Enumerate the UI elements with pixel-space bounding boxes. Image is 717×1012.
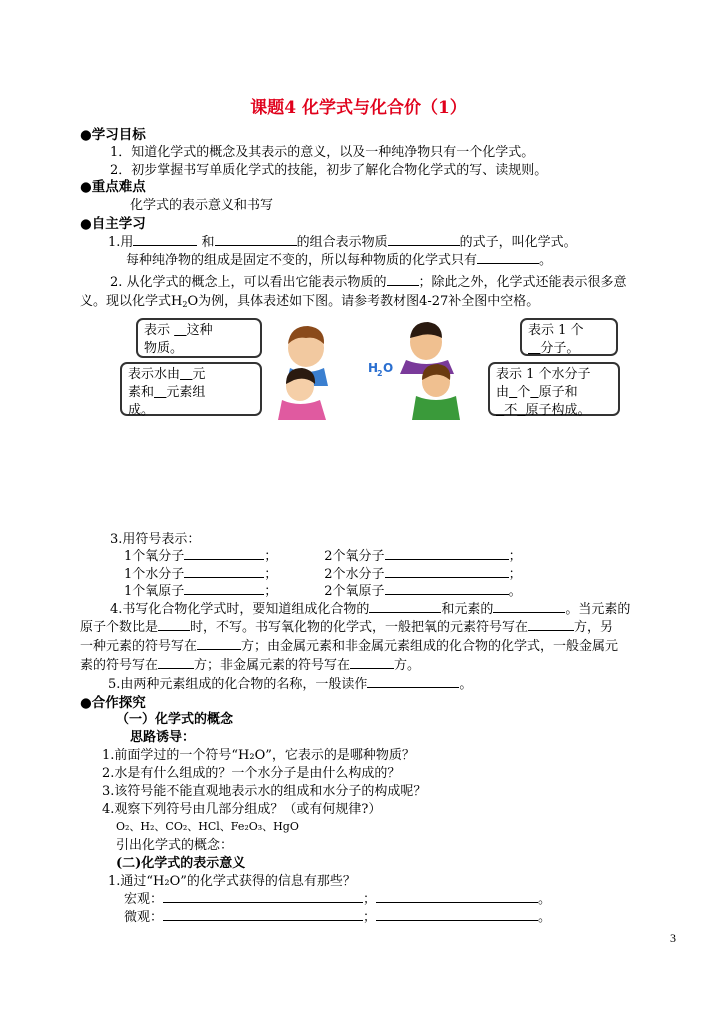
micro-line: 微观： ； 。 xyxy=(124,910,552,925)
page-title: 课题4 化学式与化合价（1） xyxy=(250,98,467,118)
q3-intro: 3.用符号表示： xyxy=(110,532,201,547)
svg-text:O: O xyxy=(383,361,394,375)
blank[interactable] xyxy=(388,233,460,246)
bubble-elements: 表示水由 元 素和 元素组 成。 xyxy=(120,362,262,416)
blank[interactable] xyxy=(376,890,538,903)
coop-part2: (二)化学式的表示意义 xyxy=(116,856,246,871)
goal-1: 1．知道化学式的概念及其表示的意义，以及一种纯净物只有一个化学式。 xyxy=(110,145,535,160)
blank[interactable] xyxy=(158,618,190,631)
coop-item-1: 1.前面学过的一个符号“H₂O”，它表示的是哪种物质？ xyxy=(102,748,415,763)
blank[interactable] xyxy=(184,582,264,595)
svg-text:H: H xyxy=(368,361,379,375)
goal-2: 2．初步掌握书写单质化学式的技能，初步了解化合物化学式的写、读规则。 xyxy=(110,163,548,178)
section-coop: ●合作探究 xyxy=(80,695,146,711)
q2-line2: 义。现以化学式$H_2O$为例，具体表述如下图。请参考教材图4-27补全图中空格。 xyxy=(80,294,540,309)
blank[interactable] xyxy=(163,908,363,921)
q1-line2: 每种纯净物的组成是固定不变的，所以每种物质的化学式只有 。 xyxy=(126,253,553,268)
blank[interactable] xyxy=(477,251,539,264)
section-difficulty: ●重点难点 xyxy=(80,179,146,195)
bubble-substance: 表示 这种 物质。 xyxy=(136,318,262,358)
coop-item-3: 3.该符号能不能直观地表示水的组成和水分子的构成呢？ xyxy=(102,784,427,799)
blank[interactable] xyxy=(385,547,509,560)
q5: 5.由两种元素组成的化合物的名称，一般读作 。 xyxy=(108,677,473,692)
blank[interactable] xyxy=(163,890,363,903)
blank[interactable] xyxy=(215,233,297,246)
q2-line1: 2. 从化学式的概念上，可以看出它能表示物质的 ；除此之外，化学式还能表示很多意 xyxy=(110,275,627,290)
blank[interactable] xyxy=(385,582,509,595)
coop-item-2: 2.水是有什么组成的？一个水分子是由什么构成的？ xyxy=(102,766,401,781)
blank[interactable] xyxy=(367,675,459,688)
blank[interactable] xyxy=(376,908,538,921)
page-number: 3 xyxy=(670,931,676,945)
blank[interactable] xyxy=(184,565,264,578)
blank[interactable] xyxy=(158,656,194,669)
blank[interactable] xyxy=(493,600,565,613)
bubble-molecule: 表示 1 个 分子。 xyxy=(520,318,618,356)
coop-item-4: 4.观察下列符号由几部分组成？（或有何规律?） xyxy=(102,802,382,817)
blank[interactable] xyxy=(350,656,394,669)
coop-q1: 1.通过“H₂O”的化学式获得的信息有那些？ xyxy=(108,874,356,889)
q4-line3: 一种元素的符号写在 方；由金属元素和非金属元素组成的化合物的化学式，一般金属元 xyxy=(80,639,619,654)
q3-row-2: 1个水分子 ； 2个水分子 ； xyxy=(124,567,522,582)
q4-line1: 4.书写化合物化学式时，要知道组成化合物的 和元素的 。当元素的 xyxy=(110,602,631,617)
blank[interactable] xyxy=(184,547,264,560)
coop-formulas: O₂、H₂、CO₂、HCl、Fe₂O₃、HgO xyxy=(116,820,299,833)
q4-line2: 原子个数比是 时，不写。书写氧化物的化学式，一般把氧的元素符号写在 方，另 xyxy=(80,620,614,635)
blank[interactable] xyxy=(133,233,197,246)
q3-row-3: 1个氧原子 ； 2个氧原子 。 xyxy=(124,584,522,599)
blank[interactable] xyxy=(385,565,509,578)
q4-line4: 素的符号写在 方；非金属元素的符号写在 方。 xyxy=(80,658,421,673)
coop-guide: 思路诱导： xyxy=(130,730,196,745)
coop-lead: 引出化学式的概念： xyxy=(116,838,234,853)
h2o-figure xyxy=(120,314,640,420)
blank[interactable] xyxy=(197,637,241,650)
blank[interactable] xyxy=(387,273,419,286)
section-goals: ●学习目标 xyxy=(80,127,146,143)
blank[interactable] xyxy=(369,600,441,613)
blank[interactable] xyxy=(528,618,574,631)
coop-part1: （一）化学式的概念 xyxy=(116,712,234,727)
section-self-study: ●自主学习 xyxy=(80,216,146,232)
q3-row-1: 1个氧分子 ； 2个氧分子 ； xyxy=(124,549,522,564)
q1-line1: 1.用 和 的组合表示物质 的式子，叫化学式。 xyxy=(108,235,577,250)
difficulty-text: 化学式的表示意义和书写 xyxy=(130,198,274,213)
macro-line: 宏观： ； 。 xyxy=(124,892,552,907)
svg-text:2: 2 xyxy=(377,369,383,378)
bubble-atoms: 表示 1 个水分子 由 个 原子和 不 原子构成。 xyxy=(488,362,620,416)
